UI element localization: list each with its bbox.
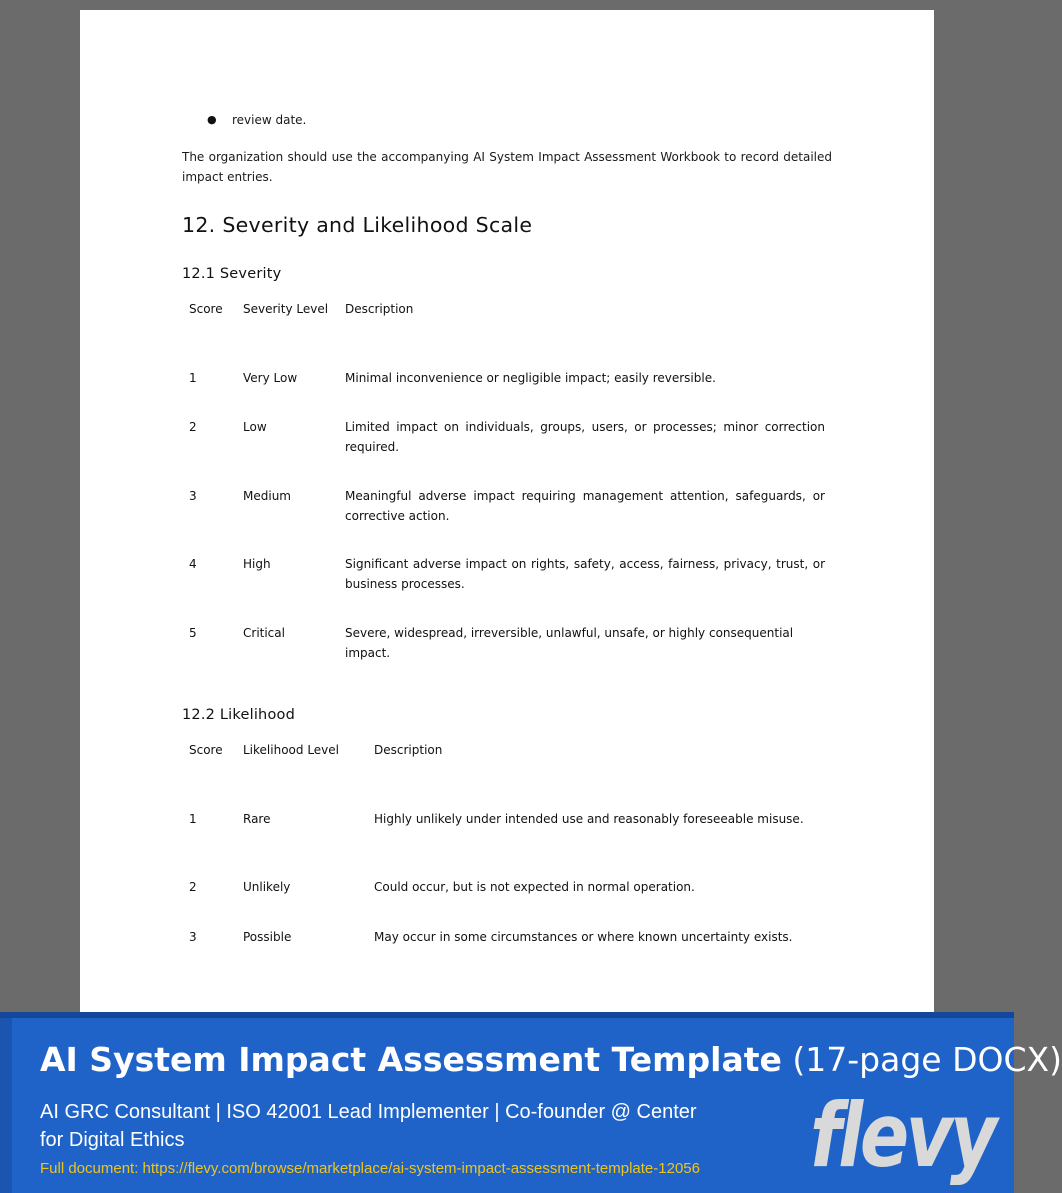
banner-top-stripe bbox=[0, 1012, 1014, 1018]
severity-level: Medium bbox=[243, 489, 291, 503]
likelihood-heading: 12.2 Likelihood bbox=[182, 707, 295, 723]
likelihood-col-level: Likelihood Level bbox=[243, 743, 339, 757]
flevy-logo-text: flevy bbox=[810, 1084, 1001, 1187]
likelihood-level: Possible bbox=[243, 930, 292, 944]
severity-col-level: Severity Level bbox=[243, 302, 329, 316]
banner-subtitle: AI GRC Consultant | ISO 42001 Lead Implementer | Co-founder @ Center for Digital Ethics bbox=[40, 1101, 697, 1151]
likelihood-description: Highly unlikely under intended use and reasonably foreseeable misuse. bbox=[374, 812, 804, 826]
severity-level: High bbox=[243, 557, 271, 571]
severity-description: Severe, widespread, irreversible, unlawful, unsafe, or highly consequential impact. bbox=[345, 626, 794, 660]
severity-score: 1 bbox=[189, 371, 197, 385]
severity-score: 3 bbox=[189, 489, 197, 503]
likelihood-level: Unlikely bbox=[243, 880, 291, 894]
banner-left-bar bbox=[0, 1018, 12, 1193]
document-page bbox=[80, 10, 934, 1015]
severity-heading: 12.1 Severity bbox=[182, 266, 282, 282]
severity-level: Low bbox=[243, 420, 267, 434]
severity-description: Limited impact on individuals, groups, users, or processes; minor correction required. bbox=[345, 420, 825, 454]
severity-description: Meaningful adverse impact requiring management attention, safeguards, or corrective action. bbox=[345, 489, 825, 523]
severity-col-description: Description bbox=[345, 302, 414, 316]
severity-level: Critical bbox=[243, 626, 285, 640]
flevy-logo[interactable] bbox=[808, 1082, 1001, 1187]
severity-description: Significant adverse impact on rights, safety, access, fairness, privacy, trust, or business processes. bbox=[345, 557, 825, 591]
banner-title-format: (17-page DOCX) bbox=[781, 1040, 1062, 1079]
severity-col-score: Score bbox=[189, 302, 223, 316]
severity-score: 2 bbox=[189, 420, 197, 434]
banner-title-main: AI System Impact Assessment Template bbox=[40, 1040, 782, 1079]
likelihood-description: Could occur, but is not expected in normal operation. bbox=[374, 880, 695, 894]
severity-description: Minimal inconvenience or negligible impact; easily reversible. bbox=[345, 371, 716, 385]
section-heading: 12. Severity and Likelihood Scale bbox=[182, 213, 533, 237]
likelihood-level: Rare bbox=[243, 812, 271, 826]
likelihood-score: 3 bbox=[189, 930, 197, 944]
likelihood-col-description: Description bbox=[374, 743, 443, 757]
likelihood-score: 2 bbox=[189, 880, 197, 894]
bullet-dot: ● bbox=[207, 113, 217, 126]
banner-document-link[interactable]: Full document: https://flevy.com/browse/marketplace/ai-system-impact-assessment-template-12056 bbox=[40, 1160, 700, 1177]
severity-score: 5 bbox=[189, 626, 197, 640]
likelihood-col-score: Score bbox=[189, 743, 223, 757]
bullet-item: review date. bbox=[232, 113, 307, 127]
likelihood-description: May occur in some circumstances or where known uncertainty exists. bbox=[374, 930, 793, 944]
banner-title bbox=[40, 1040, 1062, 1079]
severity-score: 4 bbox=[189, 557, 197, 571]
severity-level: Very Low bbox=[243, 371, 298, 385]
intro-paragraph: The organization should use the accompanying AI System Impact Assessment Workbook to record detailed impact entries. bbox=[182, 150, 832, 184]
likelihood-score: 1 bbox=[189, 812, 197, 826]
